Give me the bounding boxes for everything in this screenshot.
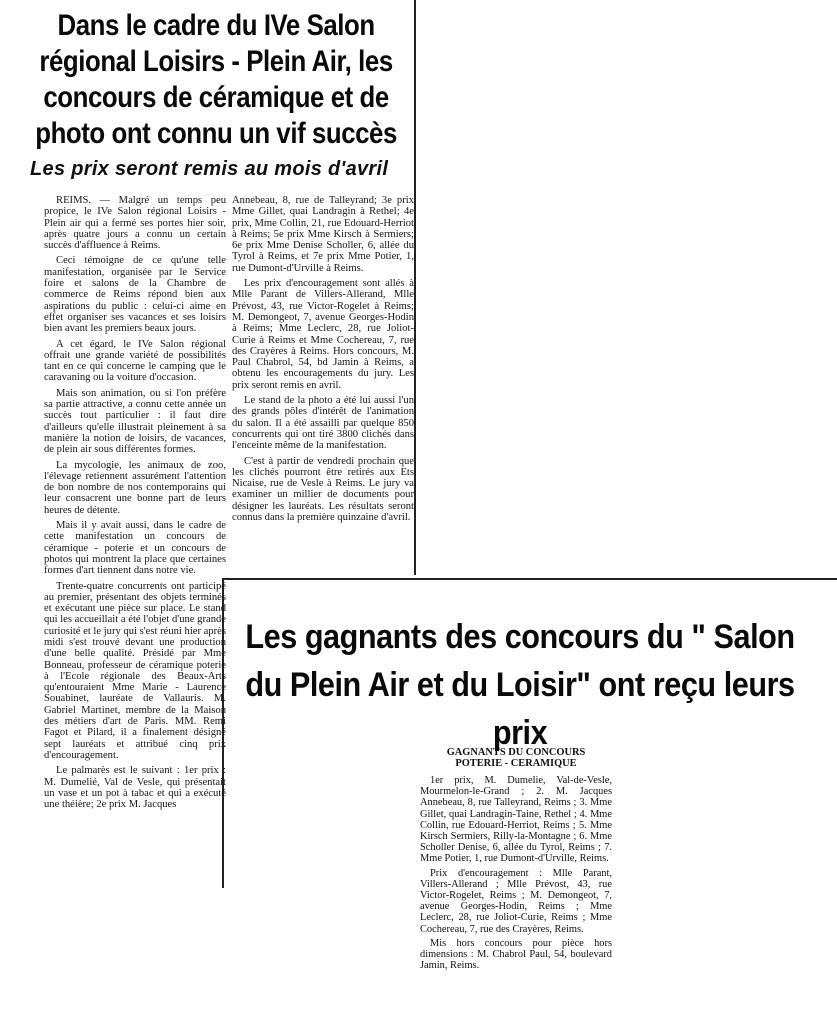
paragraph: Ceci témoigne de ce qu'une telle manifestation, organisée par le Service foire et salons de la Chambre de commerce de Reims répond bien aux aspirations du public : celui-ci aime en effet organiser ses vacances et ses loisirs bien avant les premiers beaux jours. bbox=[44, 255, 226, 335]
paragraph: Mais son animation, ou si l'on préfère sa partie attractive, a connu cette année un succès tout particulier : il faut dire d'ailleurs qu'elle illustrait pleinement à sa manière la notion de loisirs, de vacances, de plein air sous différentes formes. bbox=[44, 387, 226, 456]
paragraph: Le stand de la photo a été lui aussi l'un des grands pôles d'intérêt de l'animation du salon. Il a été assailli par quelque 850 concurrents qui ont tiré 3800 clichés dans l'enceinte même de la manifestation. bbox=[232, 395, 414, 452]
paragraph: Annebeau, 8, rue de Talleyrand; 3e prix Mme Gillet, quai Landragin à Rethel; 4e prix, Mme Collin, 21, rue Edouard-Herriot à Reims; 5e prix Mme Kirsch à Sermiers; 6e prix Mme Denise Scholler, 6, allée du Tyrol à Reims, et 7e prix Mme Potier, 1, rue Dumont-d'Urville à Reims. bbox=[232, 195, 414, 274]
section-rule-horizontal bbox=[222, 578, 837, 580]
column-rule-vertical bbox=[414, 0, 416, 575]
paragraph: La mycologie, les animaux de zoo, l'élevage retiennent assurément l'attention de bon nombre de nos contemporains qui leur consacrent une bonne part de leurs heures de détente. bbox=[44, 459, 226, 516]
article-1-headline: Dans le cadre du IVe Salon régional Loisirs - Plein Air, les concours de céramique et de photo ont connu un vif succès bbox=[35, 9, 397, 150]
article-1-column-2 bbox=[232, 195, 414, 527]
paragraph: A cet égard, le IVe Salon régional offrait une grande variété de possibilités tant en ce qui concerne le camping que le caravaning ou la voiture d'occasion. bbox=[44, 338, 226, 384]
paragraph: Mis hors concours pour pièce hors dimensions : M. Chabrol Paul, 54, boulevard Jamin, Reims. bbox=[420, 937, 612, 972]
paragraph: Prix d'encouragement : Mlle Parant, Villers-Allerand ; Mlle Prévost, 43, rue Victor-Rogelet, Reims ; M. Demongeot, 7, avenue Georges-Hodin, Reims ; Mme Leclerc, 28, rue Joliot-Curie, Reims ; Mme Cochereau, 7, rue des Crayères, Reims. bbox=[420, 867, 612, 935]
paragraph: Trente-quatre concurrents ont participé au premier, présentant des objets terminés et exécutant une pièce sur place. Le stand qui les accueillait a été l'objet d'une grande curiosité et le jury qui s'est réuni hier après midi s'est trouvé devant une production d'une belle qualité. Présidé par Mme Bonneau, professeur de céramique poterie à l'Ecole régionale des Beaux-Arts qu'entouraient Mme Marie - Laurence Souabinet, lauréate de Vallauris. M. Gabriel Martinet, membre de la Maison des métiers d'art de Paris. MM. Remi Fagot et Pilard, il a finalement désigné sept lauréats et attribué cinq prix d'encouragement. bbox=[44, 580, 226, 761]
paragraph: 1er prix, M. Dumelie, Val-de-Vesle, Mourmelon-le-Grand ; 2. M. Jacques Annebeau, 8, rue Talleyrand, Reims ; 3. Mme Gillet, quai Landragin-Taine, Rethel ; 4. Mme Collin, rue Edouard-Herriot, Reims ; 5. Mme Kirsch Sermiers, Rilly-la-Montagne ; 6. Mme Scholler Denise, 6, allée du Tyrol, Reims ; 7. Mme Potier, 1, rue Dumont-d'Urville, Reims. bbox=[420, 775, 612, 865]
paragraph: Le palmarès est le suivant : 1er prix : M. Dumelié, Val de Vesle, qui présentait un vase et un pot à tabac et qui a exécuté une théière; 2e prix M. Jacques bbox=[44, 765, 226, 811]
winners-box-subtitle: POTERIE - CERAMIQUE bbox=[455, 757, 577, 769]
paragraph: Mais il y avait aussi, dans le cadre de cette manifestation un concours de céramique - poterie et un concours de photos qui montrent la place que certaines formes d'art tiennent dans notre vie. bbox=[44, 520, 226, 577]
paragraph: Les prix d'encouragement sont allés à Mlle Parant de Villers-Allerand, Mlle Prévost, 43, rue Victor-Rogelet à Reims; M. Demongeot, 7, avenue Georges-Hodin à Reims; Mme Leclerc, 28, rue Joliot-Curie à Reims et Mme Cochereau, 7, rue des Crayères à Reims. Hors concours, M. Paul Chabrol, 54, bd Jamin à Reims, a obtenu les encouragements du jury. Les prix seront remis en avril. bbox=[232, 278, 414, 391]
winners-box bbox=[420, 748, 612, 974]
paragraph: C'est à partir de vendredi prochain que les clichés pourront être retirés aux Ets Nicaise, rue de Vesle à Reims. Le jury va examiner un millier de documents pour désigner les lauréats. Les résultats seront connus dans la première quinzaine d'avril. bbox=[232, 455, 414, 524]
article-1-column-1 bbox=[44, 195, 226, 814]
article-2-headline: Les gagnants des concours du " Salon du Plein Air et du Loisir" ont reçu leurs prix bbox=[245, 618, 795, 752]
winners-box-title: GAGNANTS DU CONCOURS bbox=[446, 747, 586, 758]
paragraph: REIMS. — Malgré un temps peu propice, le IVe Salon régional Loisirs - Plein air qui a fermé ses portes hier soir, après quatre jours a connu un certain succès d'affluence à Reims. bbox=[44, 195, 226, 252]
article-1-subheadline: Les prix seront remis au mois d'avril bbox=[30, 158, 389, 180]
